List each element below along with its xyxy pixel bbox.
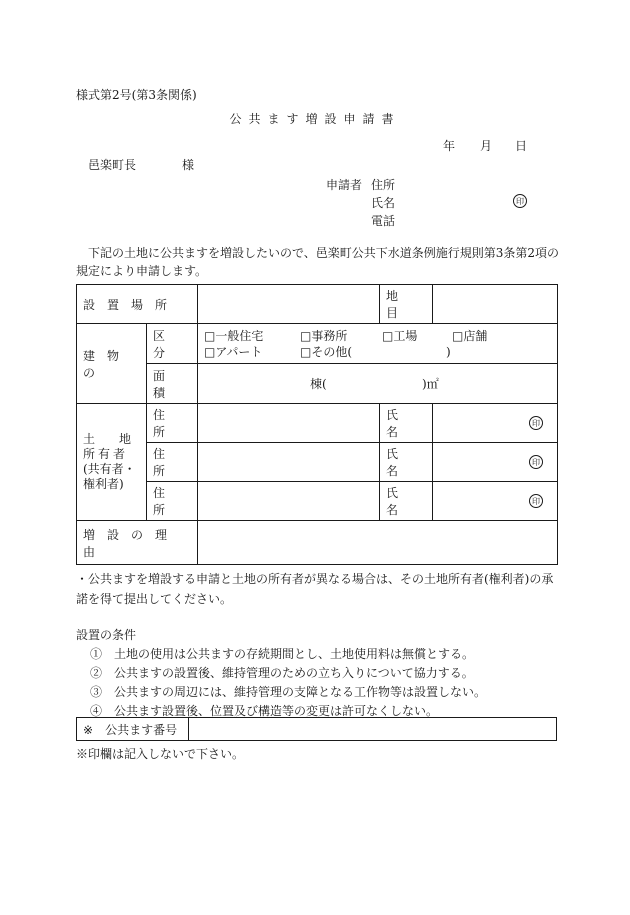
application-table <box>76 284 558 565</box>
applicant-name-label: 氏名 <box>371 196 396 210</box>
consent-note: ・公共ますを増設する申請と土地の所有者が異なる場合は、その土地所有者(権利者)の承諾を得て提出してください。 <box>76 572 554 606</box>
owner-address-field[interactable] <box>198 443 380 482</box>
location-field[interactable] <box>198 285 380 324</box>
seal-icon: 印 <box>513 194 527 208</box>
area-unit: )㎡ <box>422 377 439 391</box>
area-building-count: 棟( <box>310 377 327 391</box>
checkbox-factory[interactable]: □工場 <box>382 328 418 343</box>
seal-icon: 印 <box>529 494 543 508</box>
owner-label-line: 土 地 <box>83 432 132 446</box>
owner-name-label: 氏名 <box>380 404 433 443</box>
owner-label-line: 権利者) <box>83 477 124 491</box>
applicant-address-label: 住所 <box>371 178 396 192</box>
owner-address-field[interactable] <box>198 482 380 521</box>
date-year-label: 年 <box>443 139 456 153</box>
checkbox-apartment[interactable]: □アパート <box>204 344 263 359</box>
intro-paragraph: 下記の土地に公共ますを増設したいので、邑楽町公共下水道条例施行規則第3条第2項の規定により申請します。 <box>76 246 560 278</box>
addressee-name: 邑楽町長 <box>88 158 137 172</box>
owner-name-label: 氏名 <box>380 482 433 521</box>
owner-label-line: 所有者 <box>83 447 129 461</box>
condition-item: ② 公共ますの設置後、維持管理のための立ち入りについて協力する。 <box>90 666 474 680</box>
building-label: 建物の <box>77 324 147 404</box>
condition-item: ③ 公共ますの周辺には、維持管理の支障となる工作物等は設置しない。 <box>90 685 487 699</box>
land-category-label: 地目 <box>380 285 433 324</box>
date-day-label: 日 <box>515 139 528 153</box>
checkbox-house[interactable]: □一般住宅 <box>204 328 264 343</box>
seal-icon: 印 <box>529 416 543 430</box>
conditions-title: 設置の条件 <box>76 628 137 642</box>
owner-address-label: 住所 <box>147 404 198 443</box>
owner-address-field[interactable] <box>198 404 380 443</box>
area-label: 面積 <box>147 364 198 404</box>
owner-address-label: 住所 <box>147 482 198 521</box>
seal-icon: 印 <box>529 455 543 469</box>
basin-number-mark: ※ <box>83 722 94 737</box>
owner-name-field[interactable] <box>433 404 558 443</box>
condition-item: ④ 公共ます設置後、位置及び構造等の変更は許可なくしない。 <box>90 704 439 718</box>
classification-options <box>198 324 558 364</box>
footer-note: ※印欄は記入しないで下さい。 <box>76 747 245 761</box>
checkbox-other[interactable]: □その他( <box>300 344 353 359</box>
owner-address-label: 住所 <box>147 443 198 482</box>
applicant-label: 申請者 <box>326 178 363 192</box>
owner-name-field[interactable] <box>433 443 558 482</box>
location-label: 設置場所 <box>77 285 198 324</box>
owner-label <box>77 404 147 521</box>
basin-number-field[interactable] <box>189 718 557 741</box>
date-month-label: 月 <box>480 139 493 153</box>
owner-label-line: (共有者・ <box>83 462 136 476</box>
condition-item: ① 土地の使用は公共ますの存続期間とし、土地使用料は無償とする。 <box>90 647 475 661</box>
reason-field[interactable] <box>198 521 558 565</box>
area-field[interactable] <box>198 364 558 404</box>
checkbox-store[interactable]: □店舗 <box>452 328 488 343</box>
checkbox-office[interactable]: □事務所 <box>300 328 348 343</box>
page-title: 公共ます増設申請書 <box>229 112 401 126</box>
owner-name-field[interactable] <box>433 482 558 521</box>
land-category-field[interactable] <box>433 285 558 324</box>
basin-number-label <box>77 718 189 741</box>
applicant-phone-label: 電話 <box>371 214 396 228</box>
reason-label: 増設の理由 <box>77 521 198 565</box>
other-close-paren: ) <box>446 344 451 359</box>
classification-label: 区分 <box>147 324 198 364</box>
owner-name-label: 氏名 <box>380 443 433 482</box>
form-number: 様式第2号(第3条関係) <box>76 88 197 102</box>
basin-number-text: 公共ます番号 <box>105 722 178 737</box>
basin-number-box <box>76 717 557 741</box>
addressee-honorific: 様 <box>182 158 195 172</box>
